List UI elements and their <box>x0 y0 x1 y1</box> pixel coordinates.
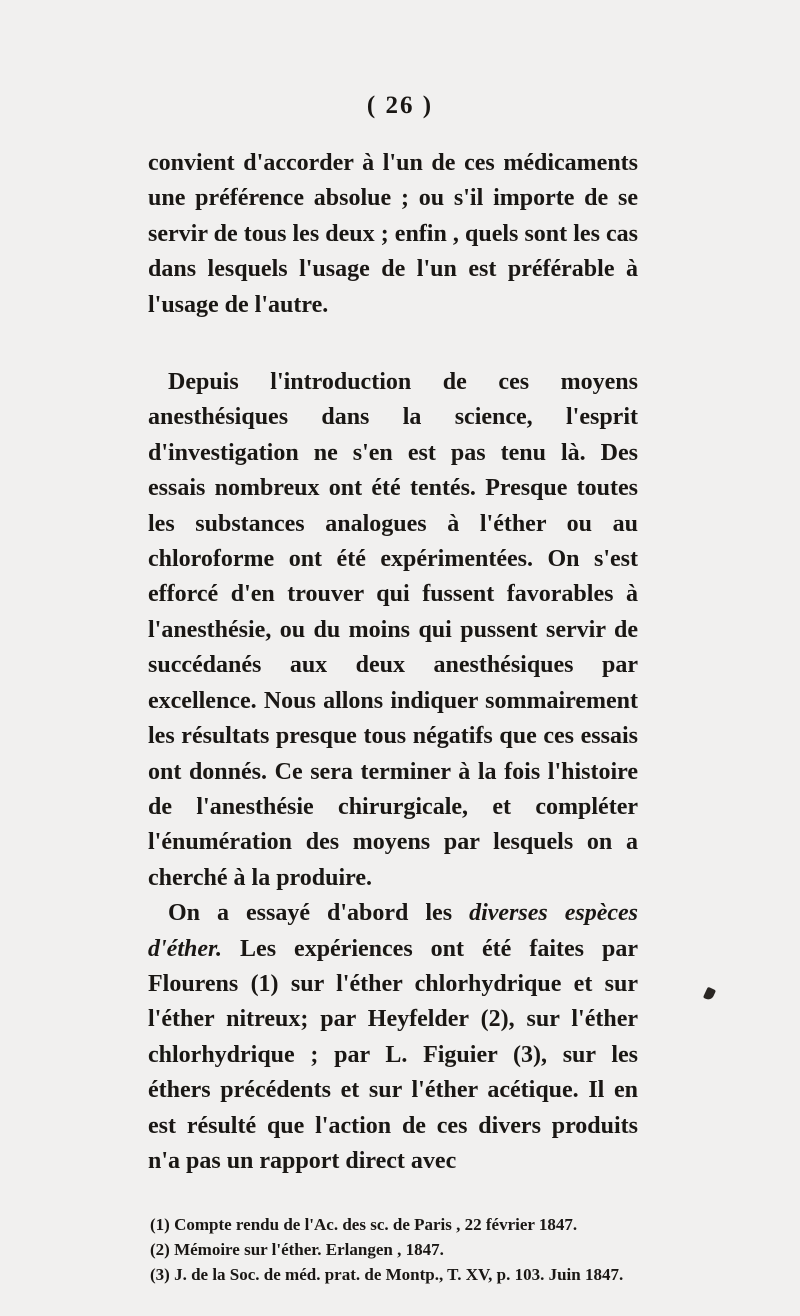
paragraph-2: Depuis l'introduction de ces moyens anesthésiques dans la science, l'esprit d'investigation ne s'en est pas tenu là. Des essais nombreux ont été tentés. Presque toutes les substances analogues à l'éther ou au chloroforme ont été expérimentées. On s'est efforcé d'en trouver qui fussent favorables à l'anesthésie, ou du moins qui pussent servir de succédanés aux deux anesthésiques par excellence. Nous allons indiquer sommairement les résultats presque tous négatifs que ces essais ont donnés. Ce sera terminer à la fois l'histoire de l'anesthésie chirurgicale, et compléter l'énumération des moyens par lesquels on a cherché à la produire. <box>148 369 638 891</box>
paragraph-3-rest: Les expériences ont été faites par Flourens (1) sur l'éther chlorhydrique et sur l'éther nitreux; par Heyfelder (2), sur l'éther chlorhydrique ; par L. Figuier (3), sur les éthers précédents et sur l'éther acétique. Il en est résulté que l'action de ces divers produits n'a pas un rapport direct avec <box>148 935 638 1174</box>
page-number: ( 26 ) <box>366 92 434 119</box>
paragraph-1: convient d'accorder à l'un de ces médicaments une préférence absolue ; ou s'il importe de se servir de tous les deux ; enfin , quels sont les cas dans lesquels l'usage de l'un est préférable à l'usage de l'autre. <box>148 150 638 318</box>
paragraph-3 <box>148 896 638 1179</box>
paragraph-3-emphasis: diverses espèces d'éther. <box>148 900 639 962</box>
paragraph-3-lead: On a essayé d'abord les <box>168 900 470 927</box>
footnote-1: (1) Compte rendu de l'Ac. des sc. de Paris , 22 février 1847. <box>150 1215 578 1234</box>
ink-blot-mark <box>703 987 716 1002</box>
footnotes <box>150 1212 650 1287</box>
footnote-3: (3) J. de la Soc. de méd. prat. de Montp., T. XV, p. 103. Juin 1847. <box>150 1265 624 1284</box>
footnote-2: (2) Mémoire sur l'éther. Erlangen , 1847. <box>150 1240 444 1259</box>
body-text <box>148 146 638 1179</box>
